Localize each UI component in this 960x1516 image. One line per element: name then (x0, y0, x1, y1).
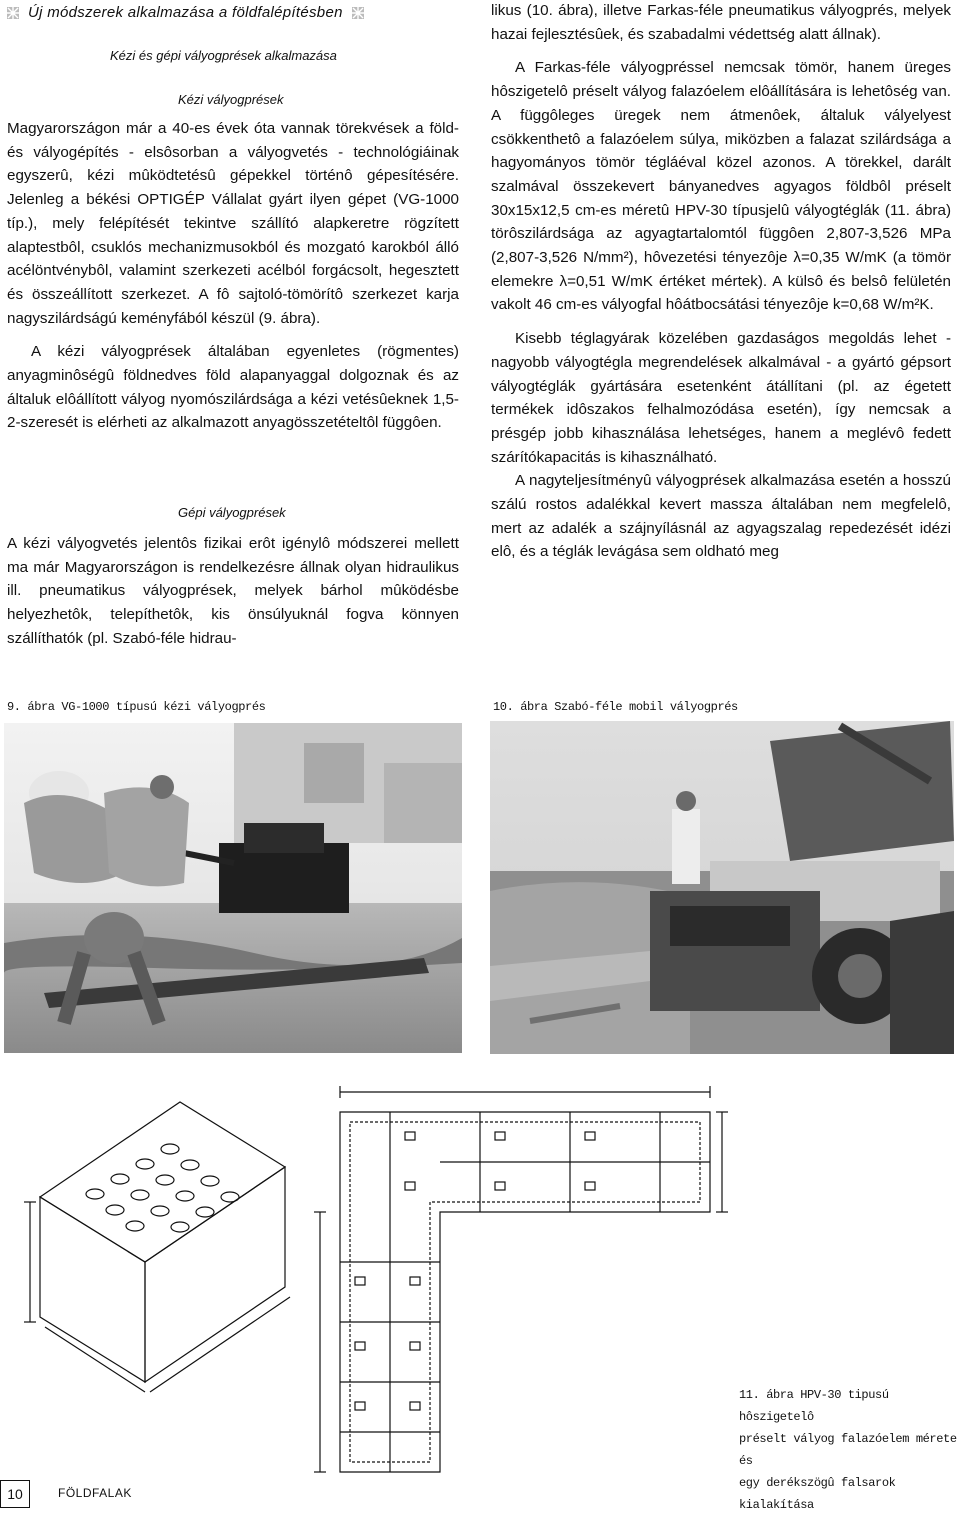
paragraph: A Farkas-féle vályogpréssel nemcsak tömör, hanem üreges hôszigetelô préselt vályog falazóelem elôállítására is lehetôség van. A függôleges üregek nem átmenôek, általuk vályelyest csökkenthetô a falazóelem súlya, miközben a falazat szilárdsága a hagyományos tömör tégláéval közel azonos. A törekkel, darált szalmával összekevert bányanedves agyagos földbôl préselt 30x15x12,5 cm-es méretû HPV-30 típusjelû vályogtéglák (11. ábra) törôszilárdsága az agyagtartalomtól függôen 2,807-3,526 MPa (2,807-3,526 N/mm²), hôvezetési tényezôje λ=0,35 W/mK (a tömör elemekre λ=0,51 W/mK értéket mértek). A külsô és belsô felületén vakolt 46 cm-es vályogfal hôátbocsátási tényezôje k=0,68 W/m²K. (491, 59, 951, 314)
left-column-text-1 (7, 117, 459, 435)
paragraph: A kézi vályogvetés jelentôs fizikai erôt igénylô módszerei mellett ma már Magyarországon is rendelkezésre állnak olyan hidraulikus ill. pneumatikus vályogprések, melyek bárhol mûködésbe helyezhetôk, telepíthetôk, kis önsúlyuknál fogva könnyen szállíthatók (pl. Szabó-féle hidrau- (7, 535, 459, 647)
left-column-text-2 (7, 532, 459, 651)
figure-9-caption: 9. ábra VG-1000 típusú kézi vályogprés (7, 700, 266, 714)
figure-10-caption: 10. ábra Szabó-féle mobil vályogprés (493, 700, 738, 714)
ornament-icon (351, 6, 365, 20)
right-column-text (491, 0, 951, 564)
page-number (0, 1480, 30, 1508)
caption-line: préselt vályog falazóelem mérete és (739, 1432, 957, 1468)
figure-11-caption (739, 1384, 960, 1516)
paragraph: A nagyteljesítményû vályogprések alkalmazása esetén a hosszú szálú rostos adalékkal kevert massza általában nem megfelelô, mert az adalék a szájnyílásnál az agyagszalag repedezését idézi elô, és a téglák levágása sem oldható meg (491, 472, 951, 561)
ornament-icon (6, 6, 20, 20)
paragraph: likus (10. ábra), illetve Farkas-féle pneumatikus vályogprés, melyek hazai fejlesztésûek, és szabadalmi védettség alatt állnak). (491, 2, 951, 43)
subsection-title-machine: Gépi vályogprések (178, 505, 286, 520)
running-header (6, 4, 365, 21)
caption-line: egy derékszögû falsarok kialakítása (739, 1476, 896, 1512)
subsection-title-manual: Kézi vályogprések (178, 92, 284, 107)
figure-11-drawing (10, 1072, 730, 1482)
figure-10-photo (490, 721, 954, 1054)
paragraph: A kézi vályogprések általában egyenletes (rögmentes) anyagminôségû földnedves föld alapanyaggal dolgoznak és az általuk elôállított vályog nyomószilárdsága a kézi vetésûeknek 1,5-2-szeresét is elérheti az alkalmazott anyagösszetételtôl függôen. (7, 343, 459, 432)
figure-9-photo (4, 723, 462, 1053)
page-number-text: 10 (7, 1486, 23, 1502)
paragraph: Magyarországon már a 40-es évek óta vannak törekvések a föld- és vályogépítés - elsôsorban a vályogvetés - technológiáinak egyszerû, kézi mûködtetésû gépekkel történô gépesítésére. Jelenleg a békési OPTIGÉP Vállalat gyárt ilyen gépet (VG-1000 típ.), mely felépítését tekintve szállító alapkeretre rögzített alaptestbôl, csuklós mechanizmusokból és mozgató karokból álló acélöntvénybôl, valamint szerkezeti acélból forgácsolt, hegesztett és összeállított szerkezet. A fô sajtoló-tömörítô szerkezet karja nagyszilárdságú keményfából készül (9. ábra). (7, 120, 459, 327)
section-title: Kézi és gépi vályogprések alkalmazása (110, 48, 337, 63)
header-title: Új módszerek alkalmazása a földfalépítésben (28, 4, 343, 21)
caption-line: 11. ábra HPV-30 tipusú hôszigetelô (739, 1388, 889, 1424)
footer-label: FÖLDFALAK (58, 1486, 132, 1500)
paragraph: Kisebb téglagyárak közelében gazdaságos megoldás lehet - nagyobb vályogtégla megrendelések alkalmával - a gyártó gépsort vályogtéglák gyártására esetenként átállítani (pl. az égetett termékek idôszakos felhalmozódása esetén), így nemcsak a présgép jobb kihasználása lehetséges, hanem a meglévô fedett szárítókapacitás is kihasználható. (491, 330, 951, 466)
